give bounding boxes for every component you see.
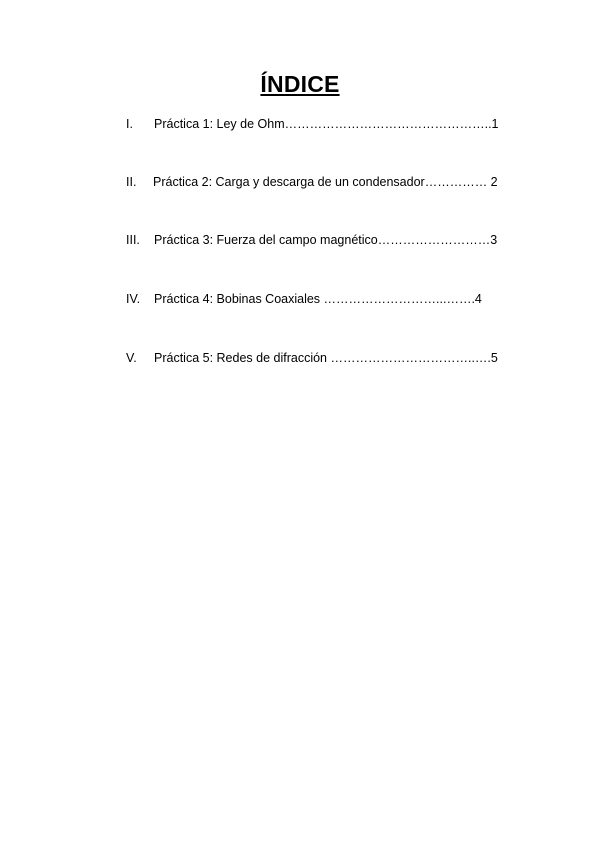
toc-entry-text: Práctica 1: Ley de Ohm…………………………………………..1	[154, 117, 499, 131]
toc-entry-numeral: III.	[126, 233, 140, 247]
toc-entry-numeral: I.	[126, 117, 133, 131]
toc-entry-text: Práctica 3: Fuerza del campo magnético………………………3	[154, 233, 498, 247]
toc-entry-numeral: II.	[126, 175, 137, 189]
toc-entry-numeral: V.	[126, 351, 137, 365]
toc-entry-text: Práctica 2: Carga y descarga de un condensador…………… 2	[153, 175, 498, 189]
toc-entry-text: Práctica 5: Redes de difracción ……………………………..….5	[154, 351, 498, 365]
page-title: ÍNDICE	[260, 71, 340, 97]
toc-entry-numeral: IV.	[126, 292, 141, 306]
toc-entry-text: Práctica 4: Bobinas Coaxiales ………………………...…….4	[154, 292, 482, 306]
